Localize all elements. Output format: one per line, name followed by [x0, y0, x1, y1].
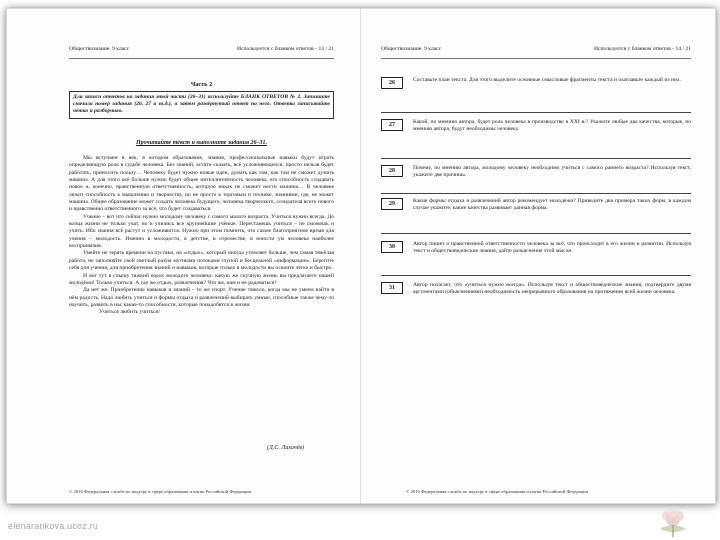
paragraph: Мы вступаем в век, в котором образование, знания, профессиональные навыки будут играть определяющую роль в судьбе человека. Без знаний, кстати сказать, всё усложняющихся, просто нельзя будет работать, приносить пользу… Человеку будет нужно новые идеи, думать как там, как там не сможет думать машина. А для этого всё больше нужно будет общее интеллигентность человека, его способность создавать новое и, конечно, нравственную ответственность, которую никак не сможет нести машина… В человеке лежит способность к мышлению и творчеству, но не просто к торговым и технике, знаниями, где, не может машина. Общее образование может создать человека будущего, человека творческого, созидателя всего нового и нравственно ответственного за всё, что будет создаваться. — [69, 155, 334, 213]
source-text — [69, 155, 334, 317]
left-header-page-info: Используется с бланком ответов - 13 / 21 — [236, 46, 334, 52]
question-divider — [381, 275, 691, 276]
read-text-instruction: Прочитайте текст и выполните задания 26–31. — [135, 140, 268, 146]
text-author: (Д.С. Лихачёв) — [267, 445, 305, 451]
left-page-footer: © 2016 Федеральная служба по надзору в сфере образования и науки Российской Федерации — [69, 489, 252, 494]
question-text: Почему, по мнению автора, молодому человеку необходимо учиться с самого раннего возраста? Используя текст, укажите две причины. — [413, 165, 691, 179]
question-divider — [381, 112, 691, 113]
paragraph: Умейте не терять времени на пустяки, на «отдых», который иногда утомляет больше, чем самая тяжёлая работа, не заполняйте свой светлый разум мутными потоками глупой и бесцельной «информации». Берегите себя для учения, для приобретения знаний и навыков, которые только в молодости вы освоите легко и быстро. — [69, 250, 334, 272]
question-text: Автор пишет о нравственной ответственности человека за всё, что происходит в его жизни и развитии. Используя текст и обществоведческие знания, дайте разъяснение этой мысли. — [413, 241, 691, 255]
paragraph: Да нет же. Приобретение навыков и знаний – то же спорт. Учение тяжело, когда мы не умеем найти в нём радость. Надо любить учиться и формы отдыха и развлечений выбирать умные, способные также чему-то научить, развить в нас какие-то способности, которые понадобятся в жизни. — [69, 287, 334, 308]
question-divider — [381, 158, 691, 159]
document-spread — [6, 8, 716, 504]
right-page-footer: © 2016 Федеральная служба по надзору в сфере образования и науки Российской Федерации — [406, 489, 589, 494]
paragraph: Учиться любить учиться! — [99, 309, 160, 316]
instruction-box: Для записи ответов на задания этой части (26–31) используйте БЛАНК ОТВЕТОВ № 2. Запишите сначала номер задания (26, 27 и т.д.), а затем развёрнутый ответ на него. Ответы записывайте чётко и разборчиво. — [69, 91, 334, 119]
right-header-rule — [381, 58, 691, 59]
left-header-rule — [69, 58, 334, 59]
right-header-page-info: Используется с бланком ответов - 14 / 21 — [593, 46, 691, 52]
paragraph: Учение – вот что сейчас нужно молодому человеку с самого малого возраста. Учиться нужно всегда. До конца жизни не только учат, но и учились все крупнейшие учёные. Перестанешь учиться – не сможешь и учить. Ибо знания всё растут и усложняются. Нужно при этом помнить, что самое благоприятное время для учения – молодость. Именно в молодости, в детстве, в отрочестве, в юности ум человека наиболее восприимчив. — [69, 213, 334, 250]
question-number: 28 — [381, 165, 403, 177]
left-page — [7, 9, 361, 503]
question-number: 26 — [381, 77, 403, 89]
part-title: Часть 2 — [190, 81, 213, 88]
right-page-header — [381, 46, 691, 56]
question-number: 30 — [381, 241, 403, 253]
right-header-subject: Обществознание. 9 класс — [381, 46, 442, 52]
paragraph: И вот тут я слышу тяжкий вздох молодого человека: какую же скучную жизнь вы предлагаете нашей молодёжи! Только учиться. А где же отдых, развлечения? Что же, нам и не радоваться? — [69, 272, 334, 286]
question-text: Составьте план текста. Для этого выделите основные смысловые фрагменты текста и озаглавьте каждый из них. — [413, 77, 682, 83]
question-divider — [381, 193, 691, 194]
question-number: 27 — [381, 119, 403, 131]
question-number: 31 — [381, 282, 403, 294]
question-text: Какие формы отдыха и развлечений автор рекомендует молодёжи? Приведите два примера таких форм, в каждом случае укажите, какие качества развивает данная форма. — [413, 198, 691, 212]
question-divider — [381, 233, 691, 234]
left-header-subject: Обществознание. 9 класс — [69, 46, 130, 52]
question-number: 29 — [381, 198, 403, 210]
question-text: Какой, по мнению автора, будет роль человека в производстве в XXI в.? Укажите любые два качества, которые, по мнению автора, будут необходимы человеку. — [413, 119, 691, 133]
site-watermark: elenarankova.ucoz.ru — [8, 521, 99, 531]
right-page — [361, 9, 715, 503]
flower-decoration-icon — [648, 503, 698, 538]
question-text: Автор полагает, что «учиться нужно всегда». Используя текст и обществоведческие знания, подтвердите двумя аргументами (объяснениями) необходимость непрерывного образования на протяжении всей жизни человека. — [413, 282, 691, 296]
left-page-header — [69, 46, 334, 56]
